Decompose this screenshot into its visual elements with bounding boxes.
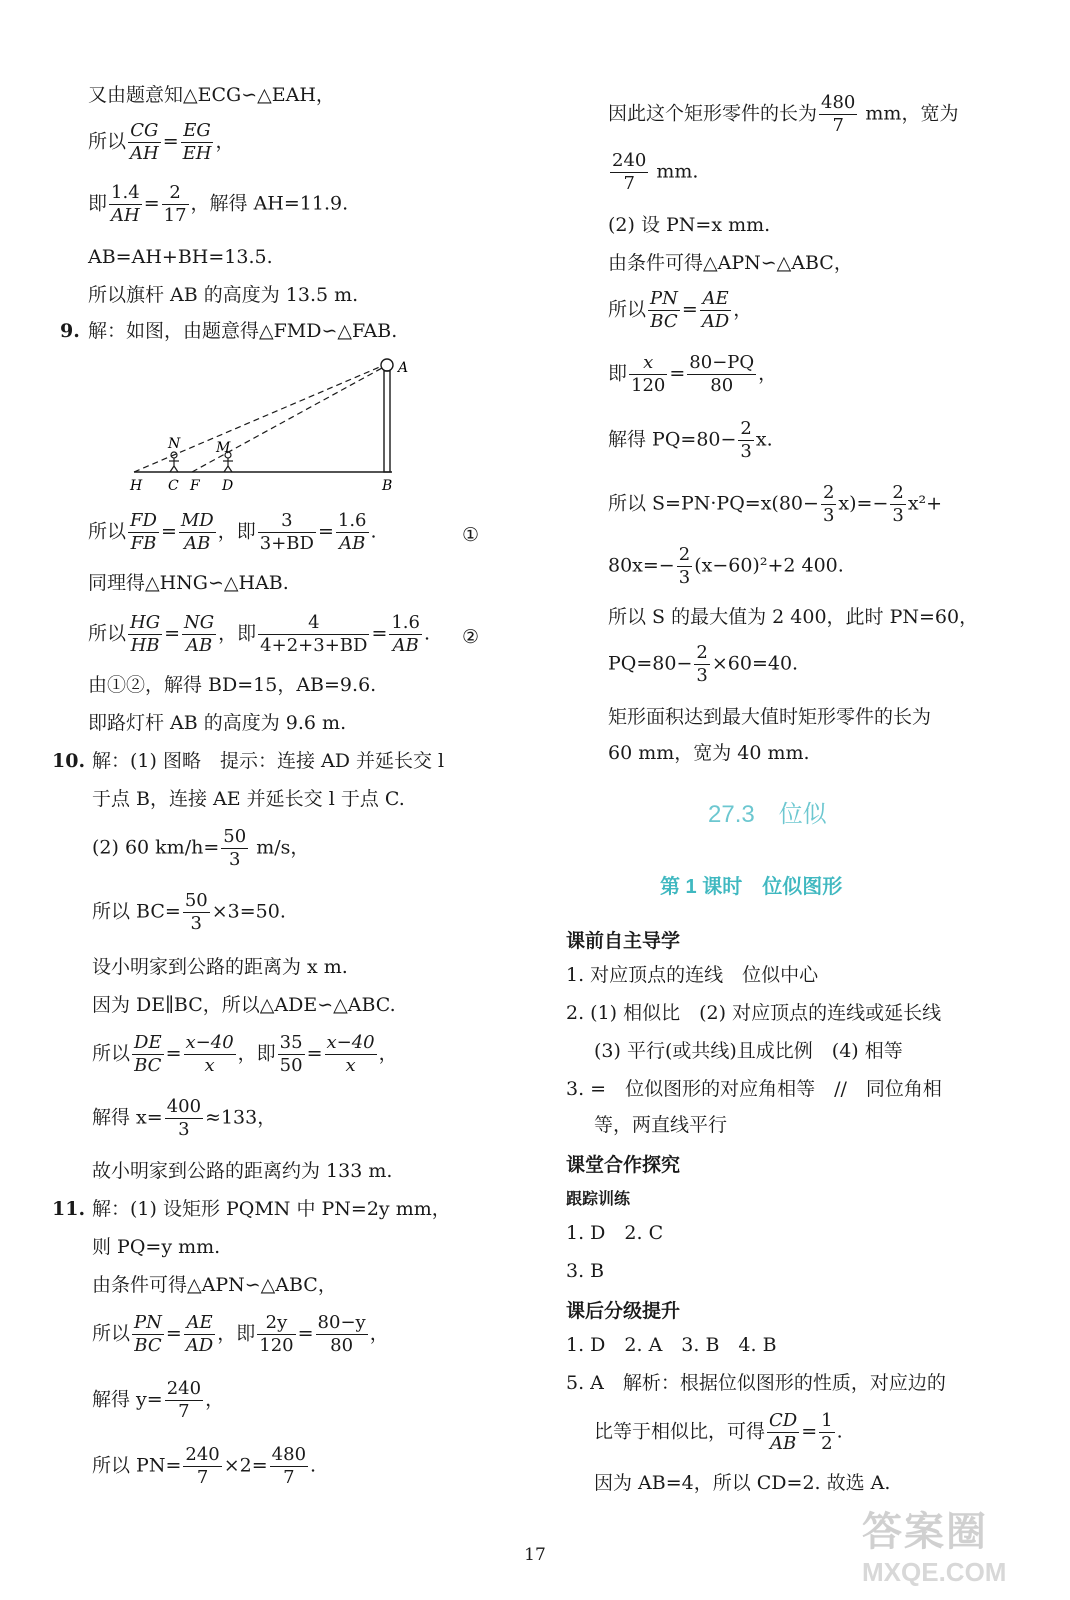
question-number: 10. [52,750,86,772]
label-n: N [168,436,181,452]
answer-line: 1. D 2. C [566,1222,664,1244]
formula-line: 所以 $\frac{PN}{BC}$ = $\frac{AE}{AD}$ ， [608,288,753,332]
text-line: 即路灯杆 AB 的高度为 9.6 m. [88,712,347,734]
page-number: 17 [524,1545,546,1565]
label-m: M [216,440,231,456]
formula-line: PQ=80− $\frac{2}{3}$ ×60=40. [608,642,799,686]
text-line: (2) 设 PN=x mm. [608,214,771,236]
text-line: 所以 S 的最大值为 2 400，此时 PN=60， [608,606,979,628]
watermark-logo [862,1500,1062,1595]
text-line: 60 mm，宽为 40 mm. [608,742,810,764]
answer-line: 3. = 位似图形的对应角相等 // 同位角相 [566,1078,942,1100]
text-line: 同理得△HNG∽△HAB. [88,572,289,594]
formula-line: 所以 $\frac{HG}{HB}$ = $\frac{NG}{AB}$ ，即 $\frac{4}{4+2+3+BD}$ = $\frac{1.6}{AB}$ . [88,612,431,656]
label-a: A [398,360,409,376]
heading-practice: 跟踪训练 [566,1191,631,1208]
heading-after-class: 课后分级提升 [566,1301,681,1322]
text-line: AB=AH+BH=13.5. [88,246,273,268]
equation-marker: ① [462,524,480,546]
formula-line: 80x=− $\frac{2}{3}$ (x−60)²+2 400. [608,544,844,588]
text-line: 故小明家到公路的距离约为 133 m. [92,1160,393,1182]
formula-line: $\frac{240}{7}$ mm. [612,150,699,194]
formula-line: 所以 $\frac{PN}{BC}$ = $\frac{AE}{AD}$ ，即 $\frac{2y}{120}$ = $\frac{80-y}{80}$ ， [92,1312,389,1356]
label-h: H [130,478,143,494]
text-line: 解：(1) 图略 提示：连接 AD 并延长交 l [92,750,445,772]
question-number: 11. [52,1198,86,1220]
subsection-title: 第 1 课时 位似图形 [660,876,843,898]
formula-line: 比等于相似比，可得 $\frac{CD}{AB}$ = $\frac{1}{2}$ . [594,1410,843,1454]
label-f: F [190,478,200,494]
answer-line: 因为 AB=4，所以 CD=2. 故选 A. [594,1472,891,1494]
text-line: 于点 B，连接 AE 并延长交 l 于点 C. [92,788,405,810]
text-line: 解：如图，由题意得△FMD∽△FAB. [88,320,398,342]
formula-line: 所以 BC= $\frac{50}{3}$ ×3=50. [92,890,286,934]
text-line: 由条件可得△APN∽△ABC， [608,252,853,274]
formula-line: 即 $\frac{x}{120}$ = $\frac{80-PQ}{80}$ ， [608,352,778,396]
answer-line: (3) 平行(或共线)且成比例 (4) 相等 [594,1040,903,1062]
formula-line: 解得 PQ=80− $\frac{2}{3}$ x. [608,418,773,462]
equation-marker: ② [462,626,480,648]
watermark-bottom: MXQE.COM [862,1557,1007,1587]
formula-line: 所以 S=PN·PQ=x(80− $\frac{2}{3}$ x)=− $\frac{2}{3}$ x²+ [608,482,943,526]
text-line: 解：(1) 设矩形 PQMN 中 PN=2y mm， [92,1198,451,1220]
text-line: 由①②，解得 BD=15，AB=9.6. [88,674,377,696]
formula-line: 所以 PN= $\frac{240}{7}$ ×2= $\frac{480}{7}$ . [92,1444,317,1488]
section-title: 27.3 位似 [708,801,827,828]
formula-line: 解得 y= $\frac{240}{7}$ ， [92,1378,225,1422]
formula-line: 所以 $\frac{DE}{BC}$ = $\frac{x-40}{x}$ ，即 $\frac{35}{50}$ = $\frac{x-40}{x}$ ， [92,1032,398,1076]
question-number: 9. [60,320,80,342]
formula-line: 所以 $\frac{CG}{AH}$ = $\frac{EG}{EH}$ ， [88,120,235,164]
formula-line: 解得 x= $\frac{400}{3}$ ≈133， [92,1096,277,1140]
label-d: D [222,478,234,494]
formula-line: 因此这个矩形零件的长为 $\frac{480}{7}$ mm，宽为 [608,92,959,136]
answer-line: 1. 对应顶点的连线 位似中心 [566,964,819,986]
geometry-figure [120,352,420,502]
answer-line: 3. B [566,1260,605,1282]
text-line: 又由题意知△ECG∽△EAH， [88,84,335,106]
formula-line: 所以 $\frac{FD}{FB}$ = $\frac{MD}{AB}$ ，即 $\frac{3}{3+BD}$ = $\frac{1.6}{AB}$ . [88,510,377,554]
heading-in-class: 课堂合作探究 [566,1155,681,1176]
text-line: 由条件可得△APN∽△ABC， [92,1274,337,1296]
answer-line: 等，两直线平行 [594,1114,728,1136]
text-line: 则 PQ=y mm. [92,1236,221,1258]
answer-line: 1. D 2. A 3. B 4. B [566,1334,777,1356]
heading-pre-class: 课前自主导学 [566,931,681,952]
text-line: 所以旗杆 AB 的高度为 13.5 m. [88,284,359,306]
formula-line: (2) 60 km/h= $\frac{50}{3}$ m/s， [92,826,310,870]
text-line: 设小明家到公路的距离为 x m. [92,956,348,978]
answer-line: 5. A 解析：根据位似图形的性质，对应边的 [566,1372,946,1394]
watermark-top: 答案圈 [862,1510,988,1554]
text-line: 矩形面积达到最大值时矩形零件的长为 [608,706,932,728]
text-line: 因为 DE∥BC，所以△ADE∽△ABC. [92,994,396,1016]
label-b: B [382,478,393,494]
formula-line: 即 $\frac{1.4}{AH}$ = $\frac{2}{17}$ ，解得 AH=11.9. [88,182,349,226]
answer-line: 2. (1) 相似比 (2) 对应顶点的连线或延长线 [566,1002,942,1024]
label-c: C [168,478,179,494]
